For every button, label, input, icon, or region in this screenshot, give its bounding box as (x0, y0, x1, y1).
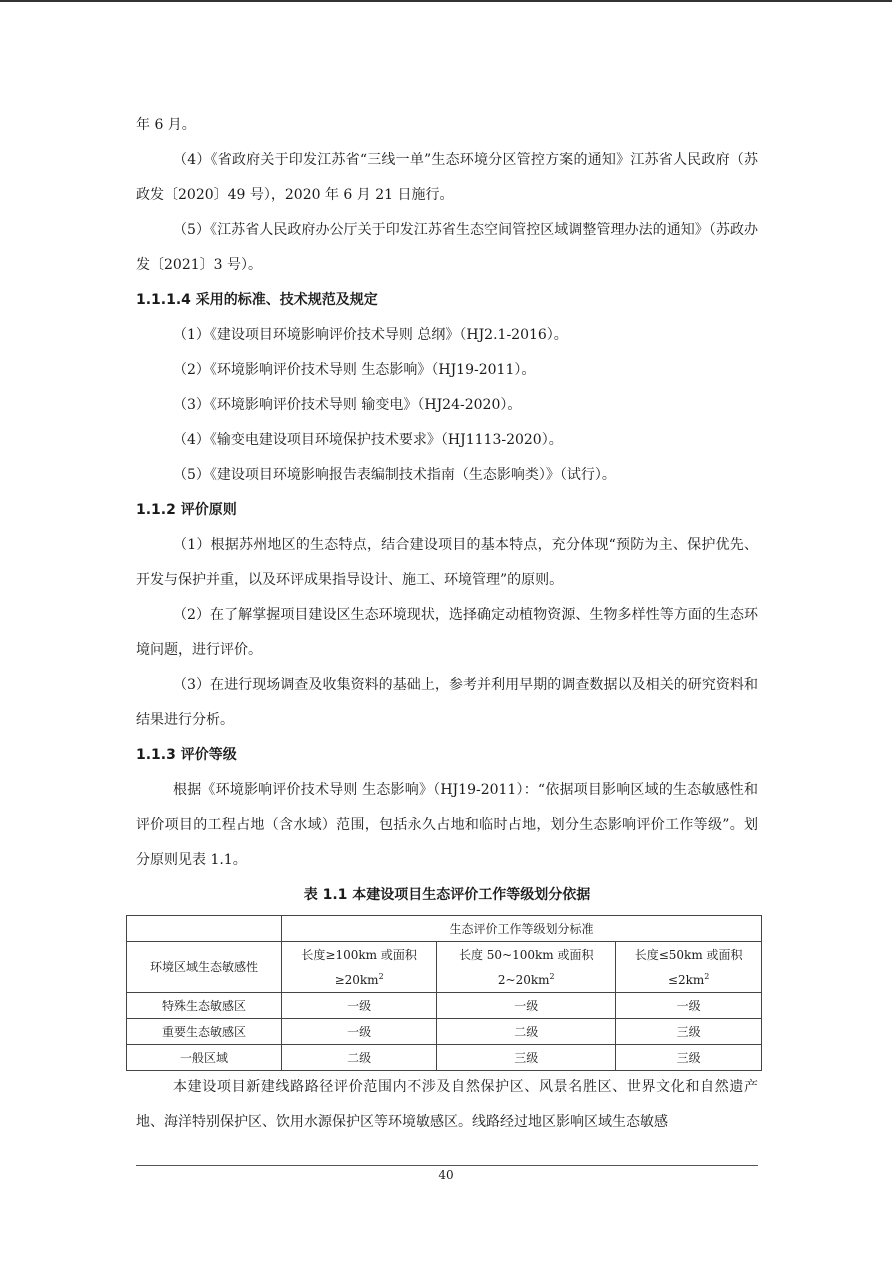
table-col-header (616, 942, 762, 993)
table-cell: 一级 (616, 993, 762, 1019)
table-cell: 三级 (616, 1045, 762, 1071)
col-header-line: 长度 50~100km 或面积 (458, 947, 594, 962)
table-header-span: 生态评价工作等级划分标准 (282, 916, 762, 942)
list-item: （3）《环境影响评价技术导则 输变电》（HJ24-2020）。 (173, 397, 522, 413)
top-border (0, 0, 892, 2)
table-cell: 三级 (437, 1045, 616, 1071)
paragraph: （3）在进行现场调查及收集资料的基础上，参考并利用早期的调查数据以及相关的研究资料和结果进行分析。 (136, 677, 758, 728)
col-header-line: ≤2km (667, 972, 705, 987)
list-item: （2）《环境影响评价技术导则 生态影响》（HJ19-2011）。 (173, 362, 536, 378)
col-header-line: 长度≤50km 或面积 (634, 947, 743, 962)
document-body-continued (136, 1070, 758, 1140)
table-cell (127, 916, 282, 942)
section-heading: 1.1.3 评价等级 (136, 747, 237, 763)
paragraph: （1）根据苏州地区的生态特点，结合建设项目的基本特点，充分体现“预防为主、保护优先、开发与保护并重，以及环评成果指导设计、施工、环境管理”的原则。 (136, 537, 758, 588)
table-row (127, 1019, 762, 1045)
superscript: 2 (704, 971, 710, 981)
table-cell: 重要生态敏感区 (127, 1019, 282, 1045)
paragraph: 根据《环境影响评价技术导则 生态影响》（HJ19-2011）：“依据项目影响区域的生态敏感性和评价项目的工程占地（含水域）范围，包括永久占地和临时占地，划分生态影响评价工作等级”。划分原则见表 1.1。 (136, 782, 758, 868)
table-cell: 一级 (437, 993, 616, 1019)
paragraph: 本建设项目新建线路路径评价范围内不涉及自然保护区、风景名胜区、世界文化和自然遗产地、海洋特别保护区、饮用水源保护区等环境敏感区。线路经过地区影响区域生态敏感 (136, 1079, 758, 1130)
table-col-header (437, 942, 616, 993)
table-row-header: 环境区域生态敏感性 (127, 942, 282, 993)
table-row (127, 1045, 762, 1071)
table-cell: 一级 (282, 1019, 437, 1045)
page-number: 40 (438, 1168, 454, 1182)
document-body (136, 108, 758, 908)
table-cell: 三级 (616, 1019, 762, 1045)
list-item: （5）《建设项目环境影响报告表编制技术指南（生态影响类）》（试行）。 (173, 467, 616, 483)
paragraph: （4）《省政府关于印发江苏省“三线一单”生态环境分区管控方案的通知》江苏省人民政府（苏政发〔2020〕49 号），2020 年 6 月 21 日施行。 (136, 152, 758, 203)
table-row (127, 993, 762, 1019)
list-item: （1）《建设项目环境影响评价技术导则 总纲》（HJ2.1-2016）。 (173, 327, 568, 343)
table-cell: 特殊生态敏感区 (127, 993, 282, 1019)
col-header-line: 2~20km (497, 972, 550, 987)
list-item: （4）《输变电建设项目环境保护技术要求》（HJ1113-2020）。 (173, 432, 563, 448)
section-heading: 1.1.1.4 采用的标准、技术规范及规定 (136, 292, 378, 308)
table-caption: 表 1.1 本建设项目生态评价工作等级划分依据 (303, 887, 591, 903)
grading-table (126, 915, 762, 1071)
table-col-header (282, 942, 437, 993)
superscript: 2 (378, 971, 384, 981)
superscript: 2 (549, 971, 555, 981)
paragraph: 年 6 月。 (136, 117, 196, 133)
table-cell: 二级 (437, 1019, 616, 1045)
col-header-line: 长度≥100km 或面积 (301, 947, 417, 962)
col-header-line: ≥20km (334, 972, 379, 987)
section-heading: 1.1.2 评价原则 (136, 502, 237, 518)
paragraph: （2）在了解掌握项目建设区生态环境现状，选择确定动植物资源、生物多样性等方面的生态环境问题，进行评价。 (136, 607, 758, 658)
table-cell: 一般区域 (127, 1045, 282, 1071)
table-cell: 一级 (282, 993, 437, 1019)
table-cell: 二级 (282, 1045, 437, 1071)
paragraph: （5）《江苏省人民政府办公厅关于印发江苏省生态空间管控区域调整管理办法的通知》（苏政办发〔2021〕3 号）。 (136, 222, 758, 273)
